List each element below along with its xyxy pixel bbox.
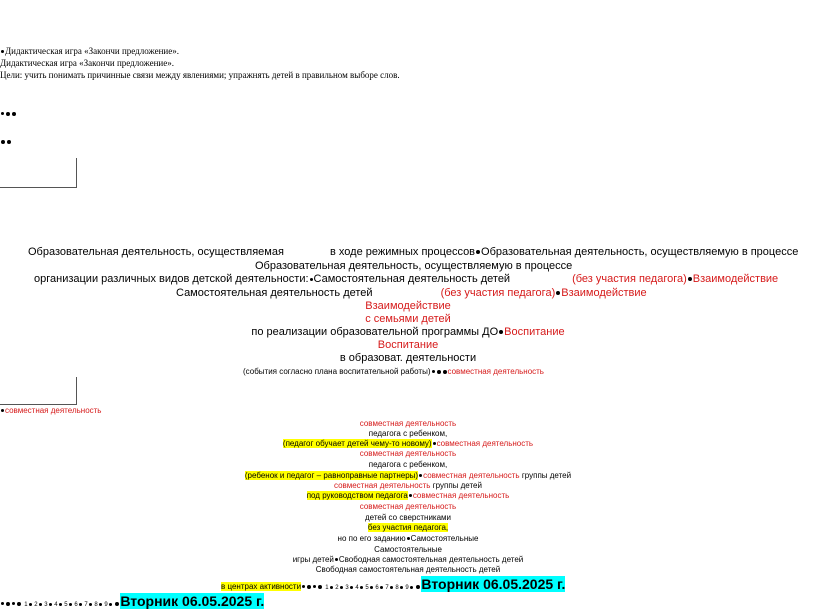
number-item: 1 xyxy=(24,602,28,608)
number-item: 6 xyxy=(74,602,78,608)
bullet-icon xyxy=(330,586,333,589)
lower-line-1-text: совместная деятельность xyxy=(359,419,457,428)
row1-mid-text: в ходе режимных процессов xyxy=(330,246,476,258)
number-item: 5 xyxy=(64,602,68,608)
bullet-icon xyxy=(115,602,119,606)
lower-line-12-text: но по его заданию xyxy=(337,534,406,543)
row6 xyxy=(0,312,816,326)
bullet-icon xyxy=(89,603,92,606)
bullet-icon xyxy=(476,250,480,254)
bullet-icon xyxy=(499,330,503,334)
lower-line-4-text: совместная деятельность xyxy=(359,449,457,458)
row2 xyxy=(255,259,572,273)
lower-line-14-text-2: Свободная самостоятельная деятельность детей xyxy=(338,555,524,564)
row3-red-text-1: (без участия педагога) xyxy=(572,273,687,285)
row7-red-text: Воспитание xyxy=(504,326,565,338)
bottom-line xyxy=(0,592,264,614)
bullet-icon xyxy=(7,140,11,144)
number-item: 4 xyxy=(54,602,58,608)
bullet-icon xyxy=(310,278,313,281)
row4-red-text-1: (без участия педагога) xyxy=(440,287,556,299)
bullet-icon xyxy=(313,585,316,588)
bullet-icon xyxy=(432,370,435,373)
bullet-icon xyxy=(39,603,42,606)
bullet-icon xyxy=(6,112,10,116)
bullet-icon xyxy=(390,586,393,589)
lower-line-6-black-text: группы детей xyxy=(521,471,572,480)
row8 xyxy=(0,338,816,352)
lower-line-8-highlight: под руководством педагога xyxy=(306,491,408,500)
bullet-icon xyxy=(79,603,82,606)
bullet-icon xyxy=(307,585,311,589)
row6-text: с семьями детей xyxy=(365,313,451,325)
lower-line-11-highlight: без участия педагога, xyxy=(367,523,449,532)
bullet-icon xyxy=(400,586,403,589)
row4-red-text-2: Взаимодействие xyxy=(561,287,647,299)
row3 xyxy=(34,272,778,286)
lower-line-15-text: Свободная самостоятельная деятельность детей xyxy=(315,565,501,574)
row10-text: (события согласно плана воспитательной работы) xyxy=(243,367,431,376)
lower-line-14 xyxy=(0,555,816,565)
bullet-icon xyxy=(556,291,560,295)
bullet-group-1 xyxy=(0,106,17,122)
number-item: 7 xyxy=(84,602,88,608)
bullet-icon xyxy=(407,537,410,540)
bullet-icon xyxy=(109,603,112,606)
lower-line-6-red-text: совместная деятельность xyxy=(423,471,520,480)
row8-text: Воспитание xyxy=(377,339,439,351)
header-text-1: Дидактическая игра «Закончи предложение». xyxy=(5,46,179,56)
bullet-icon xyxy=(370,586,373,589)
bullet-icon xyxy=(1,409,4,412)
lower-line-3 xyxy=(0,439,816,449)
lower-line-5 xyxy=(0,460,816,470)
bullet-icon xyxy=(335,558,338,561)
row9 xyxy=(0,351,816,365)
bullet-group-2 xyxy=(0,134,12,150)
bullet-icon xyxy=(350,586,353,589)
row4 xyxy=(176,286,647,300)
row1-left-text: Образовательная деятельность, осуществляемая xyxy=(28,246,284,258)
bullet-icon xyxy=(17,602,21,606)
lower-left-red-text: совместная деятельность xyxy=(5,406,102,415)
empty-box-2 xyxy=(0,377,77,405)
lower-line-7-black-text: группы детей xyxy=(432,481,482,490)
bullet-icon xyxy=(302,585,305,588)
lower-line-8 xyxy=(0,491,816,501)
number-item: 2 xyxy=(335,585,339,591)
row5-text: Взаимодействие xyxy=(365,300,451,312)
lower-line-16 xyxy=(221,575,565,597)
bullet-icon xyxy=(49,603,52,606)
number-item: 8 xyxy=(94,602,98,608)
lower-line-4 xyxy=(0,449,816,459)
row5 xyxy=(0,299,816,313)
header-text-2: Дидактическая игра «Закончи предложение». xyxy=(0,58,174,68)
number-item: 2 xyxy=(34,602,38,608)
row10 xyxy=(243,367,544,377)
lower-line-8-red-text: совместная деятельность xyxy=(412,491,510,500)
row1-left xyxy=(28,245,284,259)
bullet-icon xyxy=(69,603,72,606)
lower-line-13-text: Самостоятельные xyxy=(374,545,442,554)
lower-line-6 xyxy=(0,471,816,481)
lower-left xyxy=(0,406,101,416)
bullet-icon xyxy=(1,112,4,115)
header-line-2 xyxy=(0,58,174,69)
bullet-icon xyxy=(318,585,322,589)
number-item: 3 xyxy=(44,602,48,608)
lower-line-10 xyxy=(0,513,816,523)
row7 xyxy=(0,325,816,339)
header-line-1 xyxy=(0,46,179,57)
lower-line-12 xyxy=(0,534,816,544)
number-item: 8 xyxy=(395,585,399,591)
lower-line-5-text: педагога с ребенком, xyxy=(368,460,448,469)
lower-line-9 xyxy=(0,502,816,512)
row7-text: по реализации образовательной программы ДО xyxy=(251,326,499,338)
number-item: 4 xyxy=(355,585,359,591)
bullet-icon xyxy=(59,603,62,606)
lower-line-7-red-text: совместная деятельность xyxy=(334,481,431,490)
bullet-icon xyxy=(437,370,441,374)
lower-line-13 xyxy=(0,545,816,555)
bullet-icon xyxy=(410,586,413,589)
bullet-icon xyxy=(12,602,15,605)
number-item: 1 xyxy=(325,585,329,591)
row4-text: Самостоятельная деятельность детей xyxy=(176,287,373,299)
bullet-icon xyxy=(409,494,412,497)
number-list-2 xyxy=(24,602,114,608)
row3-red-text-2: Взаимодействие xyxy=(692,273,779,285)
empty-box-1 xyxy=(0,158,77,188)
lower-line-11 xyxy=(0,523,816,533)
bullet-icon xyxy=(1,140,5,144)
bullet-icon xyxy=(12,112,16,116)
lower-line-16-highlight: в центрах активности xyxy=(221,582,302,591)
row1-right-text: Образовательная деятельность, осуществляемую в процессе xyxy=(481,246,799,258)
lower-line-7 xyxy=(0,481,816,491)
date-label-1: Вторник 06.05.2025 г. xyxy=(421,576,566,592)
bullet-icon xyxy=(6,602,10,606)
bullet-icon xyxy=(1,602,4,605)
bullet-icon xyxy=(99,603,102,606)
header-line-3 xyxy=(0,70,400,81)
lower-line-6-highlight: (ребенок и педагог – равноправные партнеры) xyxy=(244,471,419,480)
number-list-1 xyxy=(325,585,415,591)
number-item: 3 xyxy=(345,585,349,591)
bullet-icon xyxy=(360,586,363,589)
date-label-2: Вторник 06.05.2025 г. xyxy=(120,593,265,609)
number-item: 9 xyxy=(104,602,108,608)
bullet-icon xyxy=(380,586,383,589)
row1-right xyxy=(330,245,798,259)
bullet-icon xyxy=(340,586,343,589)
lower-line-1 xyxy=(0,419,816,429)
bullet-icon xyxy=(419,474,422,477)
header-text-3: Цели: учить понимать причинные связи между явлениями; упражнять детей в правильном выборе слов. xyxy=(0,70,400,80)
lower-line-2-text: педагога с ребенком, xyxy=(368,429,448,438)
row9-text: в образоват. деятельности xyxy=(339,352,477,364)
row10-red-text: совместная деятельность xyxy=(447,367,544,376)
lower-line-3-highlight: (педагог обучает детей чему-то новому) xyxy=(282,439,432,448)
bullet-icon xyxy=(443,370,447,374)
number-item: 7 xyxy=(385,585,389,591)
number-item: 5 xyxy=(365,585,369,591)
lower-line-10-text: детей со сверстниками xyxy=(364,513,452,522)
lower-line-12-text-2: Самостоятельные xyxy=(410,534,479,543)
lower-line-2 xyxy=(0,429,816,439)
bullet-icon xyxy=(688,277,692,281)
bullet-icon xyxy=(433,442,436,445)
lower-line-15 xyxy=(0,565,816,575)
bullet-icon xyxy=(416,585,420,589)
number-item: 9 xyxy=(405,585,409,591)
bullet-icon xyxy=(1,50,4,53)
number-item: 6 xyxy=(375,585,379,591)
lower-line-3-red-text: совместная деятельность xyxy=(436,439,534,448)
bullet-icon xyxy=(29,603,32,606)
lower-line-9-text: совместная деятельность xyxy=(359,502,457,511)
row3-left-text: организации различных видов детской деятельности: xyxy=(34,273,309,285)
row3-mid-text: Самостоятельная деятельность детей xyxy=(313,273,511,285)
lower-line-14-text: игры детей xyxy=(292,555,334,564)
row2-text: Образовательная деятельность, осуществляемую в процессе xyxy=(255,260,573,272)
